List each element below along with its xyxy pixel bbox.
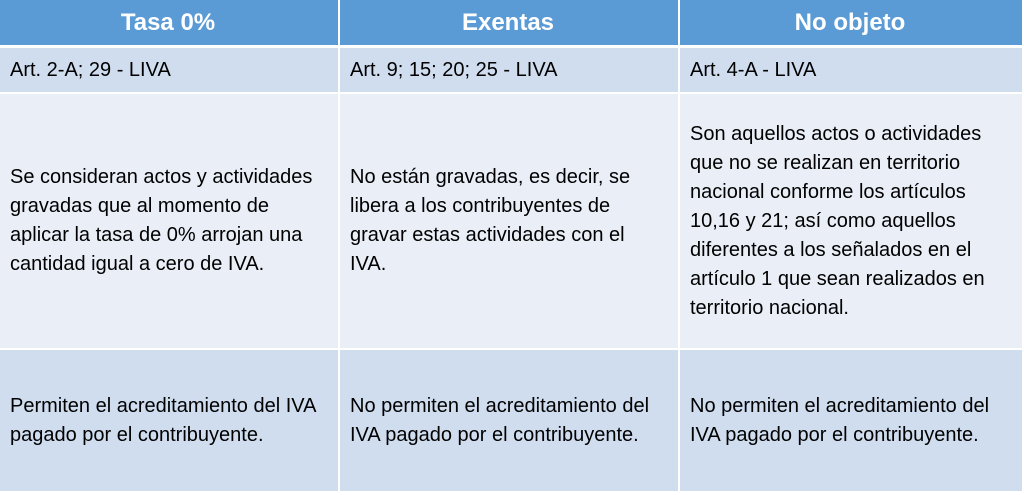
cell-acreditamiento-tasa-0 <box>0 350 340 493</box>
cell-articulos-exentas <box>340 48 680 94</box>
cell-acreditamiento-no-objeto <box>680 350 1022 493</box>
cell-text: Art. 9; 15; 20; 25 - LIVA <box>350 58 558 81</box>
cell-text: No permiten el acreditamiento del IVA pagado por el contribuyente. <box>690 394 990 446</box>
header-label: Tasa 0% <box>120 9 216 36</box>
cell-definicion-exentas <box>340 94 680 350</box>
cell-articulos-no-objeto <box>680 48 1022 94</box>
cell-text: No permiten el acreditamiento del IVA pagado por el contribuyente. <box>350 394 650 446</box>
header-label: No objeto <box>794 9 906 36</box>
header-no-objeto <box>680 0 1022 48</box>
cell-acreditamiento-exentas <box>340 350 680 493</box>
cell-text: Se consideran actos y actividades gravadas que al momento de aplicar la tasa de 0% arrojan una cantidad igual a cero de IVA. <box>10 166 313 275</box>
header-tasa-0 <box>0 0 340 48</box>
cell-text: Son aquellos actos o actividades que no se realizan en territorio nacional conforme los artículos 10,16 y 21; así como aquellos diferentes a los señalados en el artículo 1 que sean realizados en territorio nacional. <box>690 122 985 319</box>
cell-definicion-tasa-0 <box>0 94 340 350</box>
cell-text: Permiten el acreditamiento del IVA pagado por el contribuyente. <box>10 394 316 446</box>
cell-definicion-no-objeto <box>680 94 1022 350</box>
cell-text: No están gravadas, es decir, se libera a los contribuyentes de gravar estas actividades con el IVA. <box>350 166 631 275</box>
header-label: Exentas <box>461 9 555 36</box>
header-exentas <box>340 0 680 48</box>
cell-text: Art. 2-A; 29 - LIVA <box>10 58 171 81</box>
cell-text: Art. 4-A - LIVA <box>690 58 817 81</box>
cell-articulos-tasa-0 <box>0 48 340 94</box>
